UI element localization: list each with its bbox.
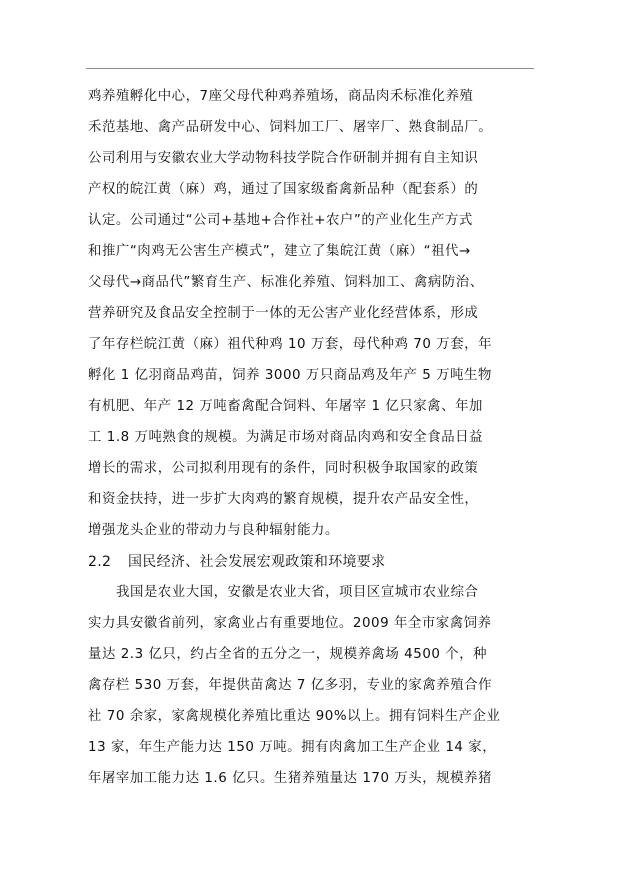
paragraph-line: 公司利用与安徽农业大学动物科技学院合作研制并拥有自主知识 [88,151,479,166]
paragraph-line: 鸡养殖孵化中心，7座父母代种鸡养殖场，商品肉禾标准化养殖 [88,89,474,104]
paragraph-line: 产权的皖江黄（麻）鸡，通过了国家级畜禽新品种（配套系）的 [88,182,479,197]
paragraph-line: 我国是农业大国，安徽是农业大省，项目区宣城市农业综合 [116,585,479,600]
paragraph-line: 禽存栏 530 万套，年提供苗禽达 7 亿多羽，专业的家禽养殖合作 [88,678,493,693]
section-heading [88,553,385,571]
paragraph-line: 增长的需求，公司拟利用现有的条件，同时积极争取国家的政策 [88,461,479,476]
paragraph-line: 禾范基地、禽产品研发中心、饲料加工厂、屠宰厂、熟食制品厂。 [88,120,493,135]
header-rule [86,68,534,69]
paragraph-line: 和资金扶持，进一步扩大肉鸡的繁育规模，提升农产品安全性， [88,492,479,507]
paragraph-line: 13 家，年生产能力达 150 万吨。拥有肉禽加工生产企业 14 家， [88,740,497,755]
paragraph-line: 实力具安徽省前列，家禽业占有重要地位。2009 年全市家禽饲养 [88,616,492,631]
paragraph-line: 了年存栏皖江黄（麻）祖代种鸡 10 万套，母代种鸡 70 万套，年 [88,337,493,352]
paragraph-line: 孵化 1 亿羽商品鸡苗，饲养 3000 万只商品鸡及年产 5 万吨生物 [88,368,492,383]
section-number: 2.2 [88,554,112,570]
section-title: 国民经济、社会发展宏观政策和环境要求 [128,554,386,570]
paragraph-line: 增强龙头企业的带动力与良种辐射能力。 [88,523,339,538]
paragraph-line: 量达 2.3 亿只，约占全省的五分之一，规模养禽场 4500 个，种 [88,647,488,662]
paragraph-line: 营养研究及食品安全控制于一体的无公害产业化经营体系，形成 [88,306,479,321]
paragraph-line: 年屠宰加工能力达 1.6 亿只。生猪养殖量达 170 万头，规模养猪 [88,771,492,786]
paragraph-line: 和推广“肉鸡无公害生产模式”，建立了集皖江黄（麻）“祖代→ [88,244,471,259]
paragraph-line: 认定。公司通过“公司+基地+合作社+农户”的产业化生产方式 [88,213,473,228]
paragraph-line: 社 70 余家，家禽规模化养殖比重达 90%以上。拥有饲料生产企业 [88,709,501,724]
paragraph-line: 有机肥、年产 12 万吨畜禽配合饲料、年屠宰 1 亿只家禽、年加 [88,399,483,414]
paragraph-line: 工 1.8 万吨熟食的规模。为满足市场对商品肉鸡和安全食品日益 [88,430,484,445]
paragraph-line: 父母代→商品代”繁育生产、标准化养殖、饲料加工、禽病防治、 [88,275,484,290]
